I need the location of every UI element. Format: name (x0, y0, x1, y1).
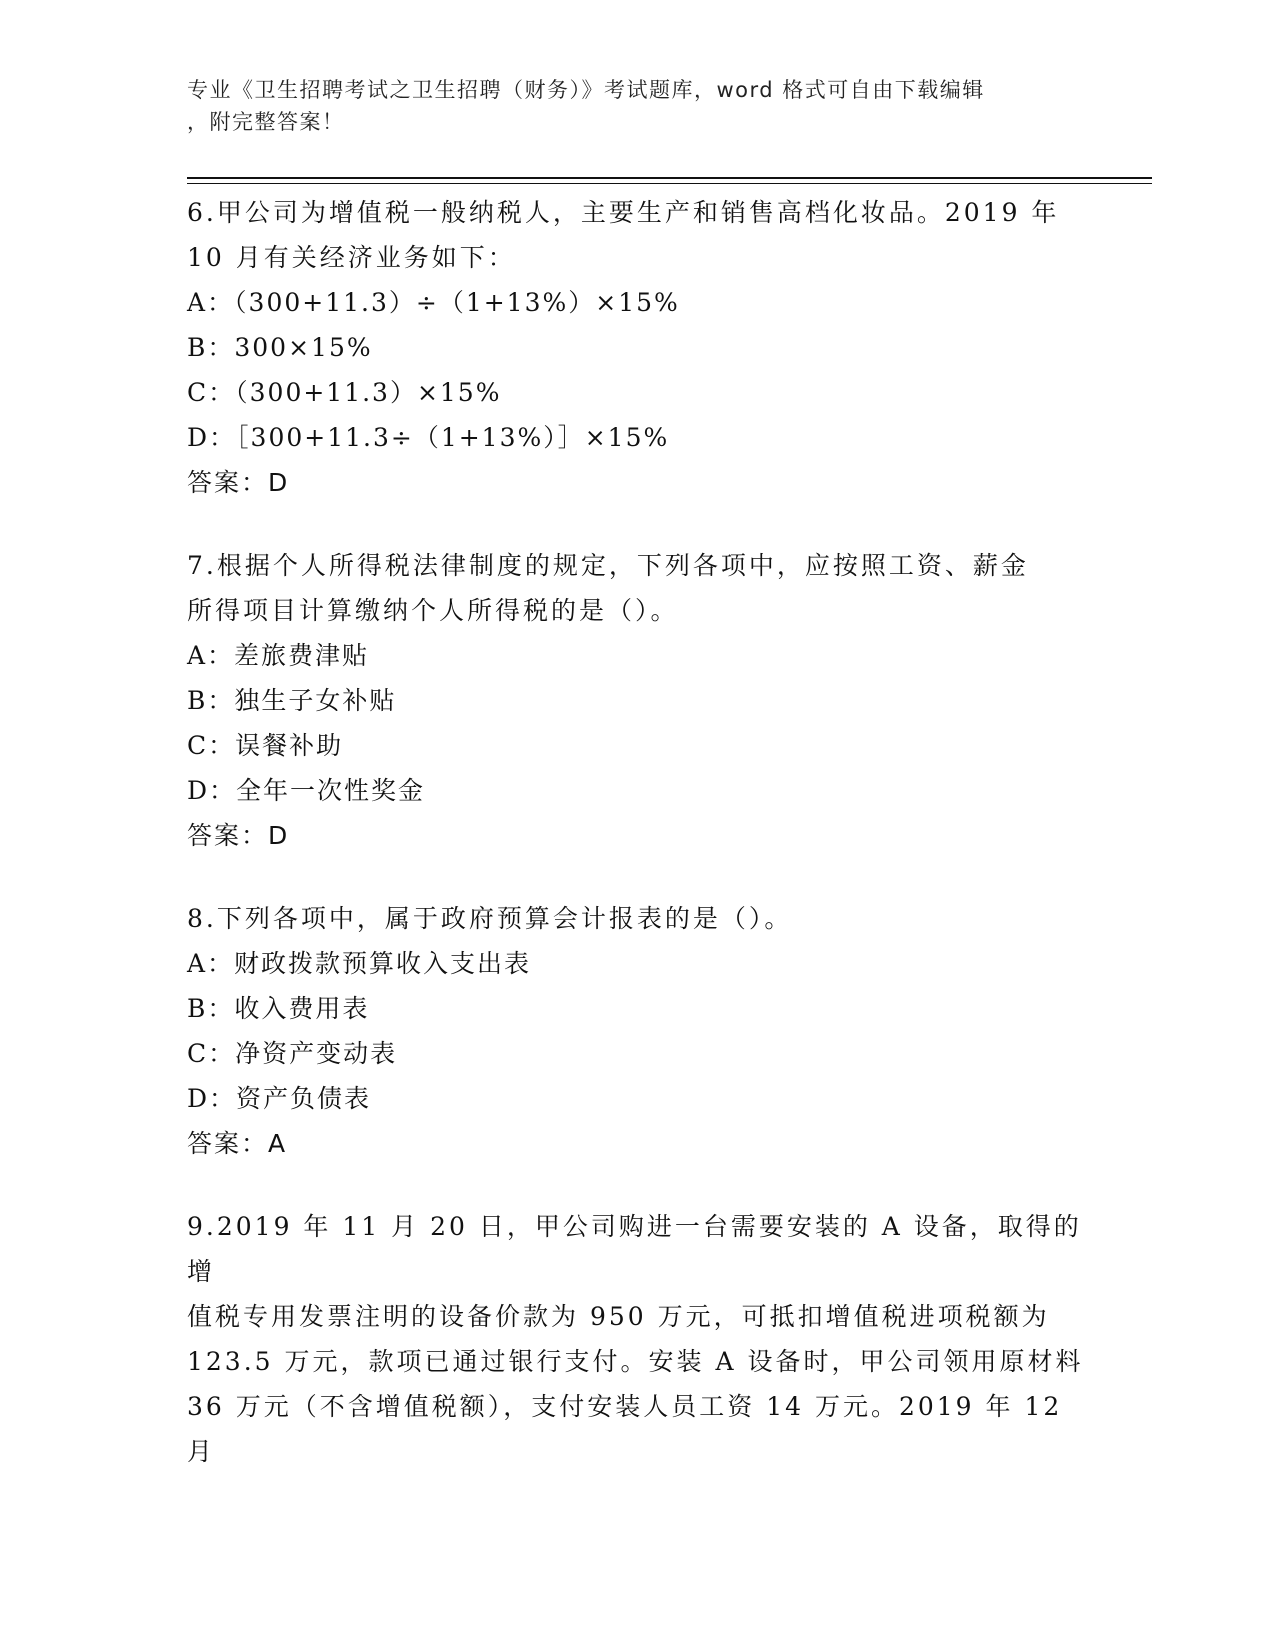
header-divider-thin (187, 183, 1152, 184)
question-stem-line: 值税专用发票注明的设备价款为 950 万元，可抵扣增值税进项税额为 (187, 1302, 1050, 1331)
option-b: B：收入费用表 (187, 994, 370, 1023)
option-a: A：财政拨款预算收入支出表 (187, 949, 532, 978)
answer-line: 答案：D (187, 468, 290, 497)
question-6 (187, 190, 1087, 505)
document-header (187, 74, 1067, 138)
option-a: A：差旅费津贴 (187, 641, 370, 670)
question-stem-line: 123.5 万元，款项已通过银行支付。安装 A 设备时，甲公司领用原材料 (187, 1347, 1084, 1376)
question-stem-line: 6.甲公司为增值税一般纳税人，主要生产和销售高档化妆品。2019 年 (187, 198, 1060, 227)
question-stem-line: 7.根据个人所得税法律制度的规定，下列各项中，应按照工资、薪金 (187, 551, 1029, 580)
question-stem-line: 9.2019 年 11 月 20 日，甲公司购进一台需要安装的 A 设备，取得的增 (187, 1212, 1082, 1286)
header-divider-thick (187, 177, 1152, 179)
question-stem-line: 所得项目计算缴纳个人所得税的是（）。 (187, 596, 679, 625)
question-9 (187, 1204, 1087, 1474)
option-d: D：全年一次性奖金 (187, 776, 426, 805)
answer-line: 答案：D (187, 821, 290, 850)
question-7 (187, 543, 1087, 858)
question-8 (187, 896, 1087, 1166)
question-stem-line: 10 月有关经济业务如下： (187, 243, 516, 272)
option-c: C：误餐补助 (187, 731, 344, 760)
option-d: D：［300+11.3÷（1+13%）］×15% (187, 423, 670, 452)
question-stem-line: 8.下列各项中，属于政府预算会计报表的是（）。 (187, 904, 793, 933)
option-b: B：300×15% (187, 333, 373, 362)
question-stem-line: 36 万元（不含增值税额），支付安装人员工资 14 万元。2019 年 12 月 (187, 1392, 1063, 1466)
question-list (187, 190, 1087, 1512)
option-b: B：独生子女补贴 (187, 686, 397, 715)
answer-line: 答案：A (187, 1129, 288, 1158)
header-line: 专业《卫生招聘考试之卫生招聘（财务）》考试题库，word 格式可自由下载编辑 (187, 78, 985, 102)
option-d: D：资产负债表 (187, 1084, 372, 1113)
header-line: ，附完整答案！ (187, 110, 345, 134)
option-a: A：（300+11.3）÷（1+13%）×15% (187, 288, 680, 317)
option-c: C：（300+11.3）×15% (187, 378, 502, 407)
option-c: C：净资产变动表 (187, 1039, 398, 1068)
